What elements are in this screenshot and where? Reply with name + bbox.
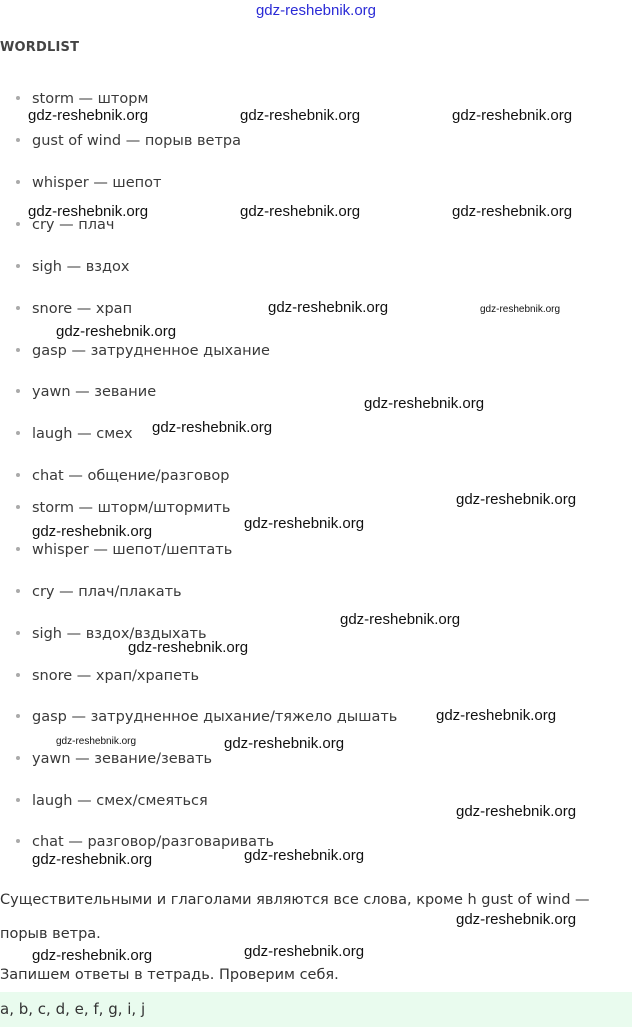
wordlist-item <box>16 793 208 809</box>
watermark: gdz-reshebnik.org <box>452 203 573 220</box>
bullet-icon <box>16 306 20 310</box>
wordlist-item-text: yawn — зевание/зевать <box>32 751 213 767</box>
wordlist-item <box>16 343 270 359</box>
answer-box <box>0 992 632 1027</box>
wordlist-item-text: gasp — затрудненное дыхание/тяжело дышать <box>32 709 398 725</box>
watermark: gdz-reshebnik.org <box>240 203 361 220</box>
watermark: gdz-reshebnik.org <box>456 911 577 928</box>
watermark: gdz-reshebnik.org <box>32 947 153 964</box>
instruction-text: Запишем ответы в тетрадь. Проверим себя. <box>0 967 339 983</box>
wordlist-item-text: sigh — вздох/вздыхать <box>32 626 207 642</box>
watermark: gdz-reshebnik.org <box>244 943 365 960</box>
wordlist-item-text: laugh — смех/смеяться <box>32 793 208 809</box>
watermark: gdz-reshebnik.org <box>436 707 557 724</box>
wordlist-item-text: cry — плач <box>32 217 115 233</box>
watermark: gdz-reshebnik.org <box>340 611 461 628</box>
wordlist-item-text: gasp — затрудненное дыхание <box>32 343 270 359</box>
wordlist-item-text: laugh — смех <box>32 426 133 442</box>
watermark: gdz-reshebnik.org <box>56 323 177 340</box>
watermark: gdz-reshebnik.org <box>244 847 365 864</box>
wordlist-item-text: snore — храп/храпеть <box>32 668 199 684</box>
bullet-icon <box>16 264 20 268</box>
wordlist-item-text: chat — разговор/разговаривать <box>32 834 275 850</box>
watermark: gdz-reshebnik.org <box>152 419 273 436</box>
wordlist-item <box>16 91 148 107</box>
wordlist-item-text: gust of wind — порыв ветра <box>32 133 241 149</box>
bullet-icon <box>16 431 20 435</box>
wordlist-item <box>16 709 397 725</box>
wordlist-item <box>16 500 230 516</box>
bullet-icon <box>16 389 20 393</box>
bullet-icon <box>16 714 20 718</box>
wordlist-item <box>16 301 132 317</box>
bullet-icon <box>16 473 20 477</box>
watermark: gdz-reshebnik.org <box>128 639 249 656</box>
wordlist-item <box>16 584 182 600</box>
bullet-icon <box>16 547 20 551</box>
wordlist-item <box>16 468 229 484</box>
wordlist-item <box>16 668 199 684</box>
watermark: gdz-reshebnik.org <box>480 304 561 315</box>
watermark: gdz-reshebnik.org <box>456 803 577 820</box>
wordlist-item <box>16 259 129 275</box>
wordlist-item-text: storm — шторм <box>32 91 149 107</box>
wordlist-item <box>16 426 133 442</box>
bullet-icon <box>16 348 20 352</box>
bullet-icon <box>16 756 20 760</box>
wordlist-item-text: storm — шторм/штормить <box>32 500 231 516</box>
watermark: gdz-reshebnik.org <box>452 107 573 124</box>
bullet-icon <box>16 222 20 226</box>
wordlist-item <box>16 133 241 149</box>
watermark: gdz-reshebnik.org <box>224 735 345 752</box>
wordlist-item-text: whisper — шепот <box>32 175 162 191</box>
watermark: gdz-reshebnik.org <box>244 515 365 532</box>
wordlist-item <box>16 384 156 400</box>
wordlist-item-text: cry — плач/плакать <box>32 584 182 600</box>
bullet-icon <box>16 631 20 635</box>
bullet-icon <box>16 798 20 802</box>
watermark: gdz-reshebnik.org <box>32 523 153 540</box>
answer-text: a, b, c, d, e, f, g, i, j <box>0 1000 146 1018</box>
bullet-icon <box>16 96 20 100</box>
wordlist-item <box>16 175 161 191</box>
watermark: gdz-reshebnik.org <box>32 851 153 868</box>
wordlist-item-text: snore — храп <box>32 301 133 317</box>
answer-explanation-line1: Существительными и глаголами являются все слова, кроме h gust of wind — <box>0 892 590 908</box>
wordlist-item-text: sigh — вздох <box>32 259 130 275</box>
wordlist-heading: WORDLIST <box>0 40 80 55</box>
watermark: gdz-reshebnik.org <box>240 107 361 124</box>
watermark: gdz-reshebnik.org <box>268 299 389 316</box>
bullet-icon <box>16 839 20 843</box>
watermark: gdz-reshebnik.org <box>364 395 485 412</box>
site-link[interactable]: gdz-reshebnik.org <box>255 2 377 19</box>
wordlist-item <box>16 751 212 767</box>
wordlist-item <box>16 834 274 850</box>
bullet-icon <box>16 138 20 142</box>
bullet-icon <box>16 505 20 509</box>
bullet-icon <box>16 673 20 677</box>
answer-explanation-line2: порыв ветра. <box>0 926 101 942</box>
bullet-icon <box>16 180 20 184</box>
wordlist-item <box>16 542 232 558</box>
watermark: gdz-reshebnik.org <box>28 107 149 124</box>
bullet-icon <box>16 589 20 593</box>
wordlist-item-text: chat — общение/разговор <box>32 468 230 484</box>
wordlist-item-text: whisper — шепот/шептать <box>32 542 233 558</box>
watermark: gdz-reshebnik.org <box>456 491 577 508</box>
watermark: gdz-reshebnik.org <box>56 736 137 747</box>
wordlist-item-text: yawn — зевание <box>32 384 157 400</box>
watermark: gdz-reshebnik.org <box>28 203 149 220</box>
